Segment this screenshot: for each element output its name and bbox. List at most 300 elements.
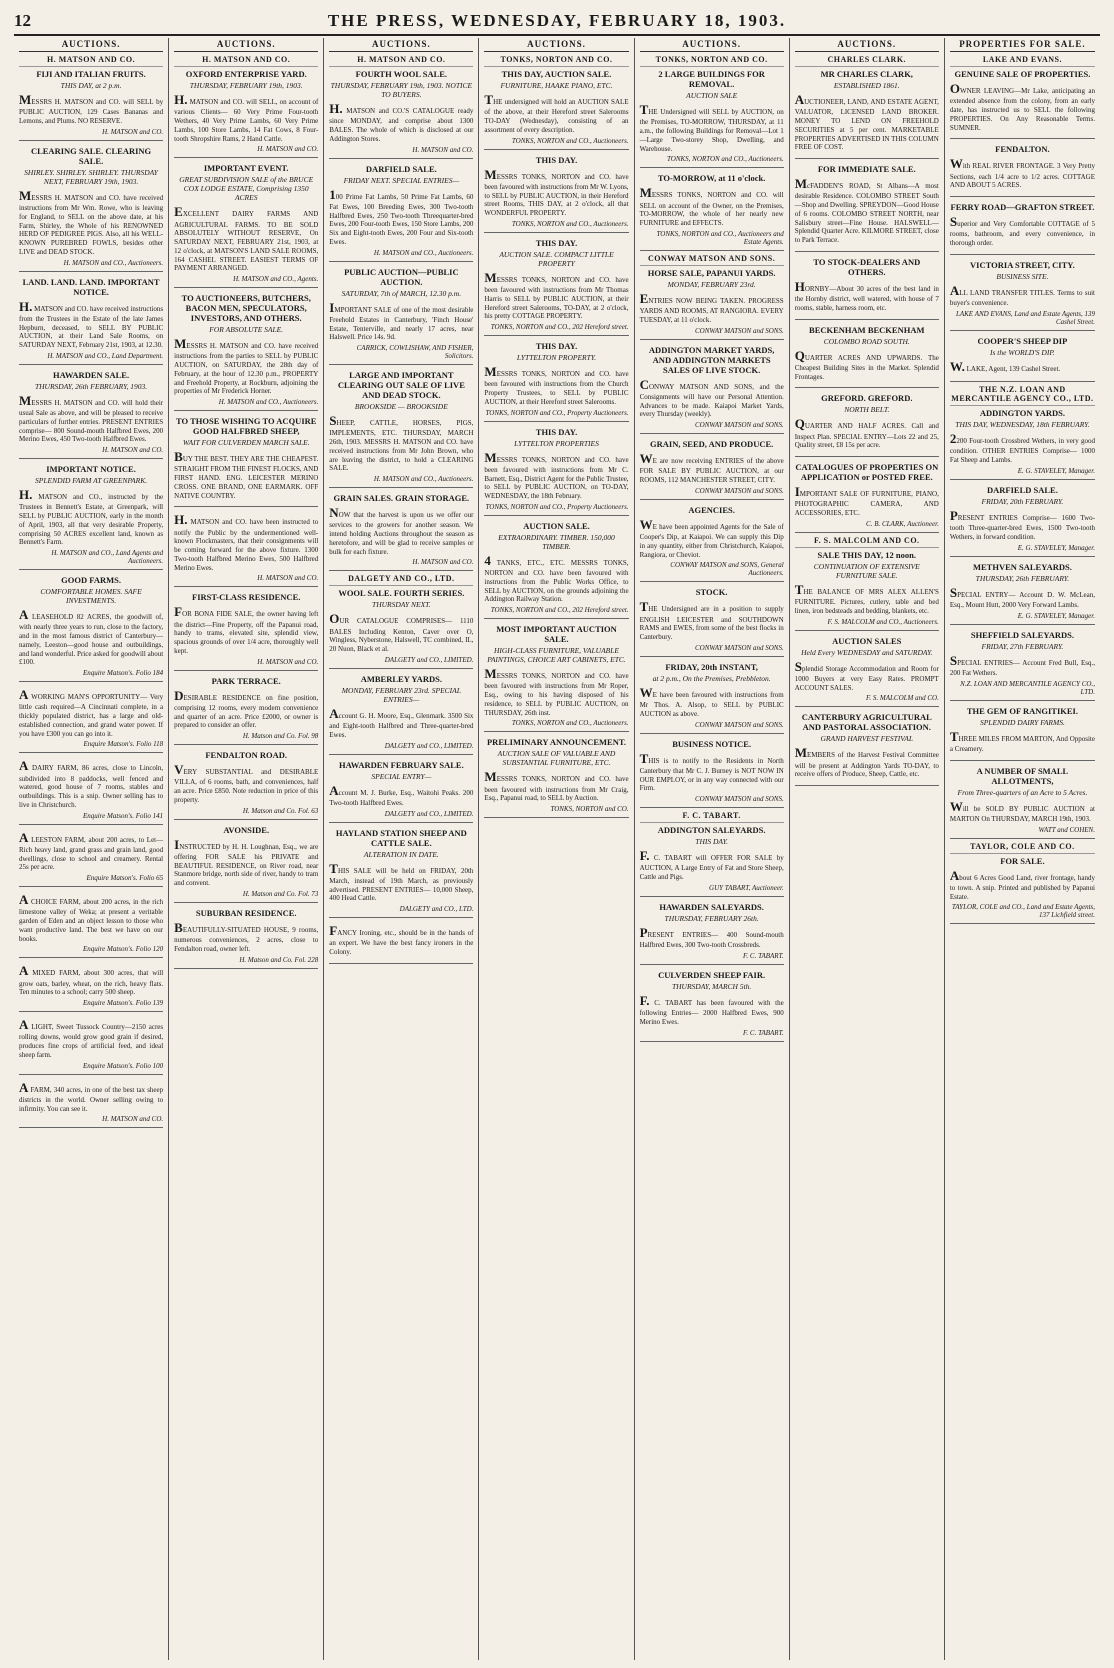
ad-signature: DALGETY and CO., LIMITED. bbox=[384, 741, 474, 750]
ad-body: 100 Prime Fat Lambs, 50 Prime Fat Lambs, 60 Fat Ewes, 100 Breeding Ewes, 300 Two-tooth Halfbred Ewes, 250 Two-tooth Threequarter-bred Ewes, 200 Four-tooth Ewes, 150 Store Lambs, 200 Six and Eight-tooth Ewes, 200 Four and Six-tooth Ewes. bbox=[329, 186, 474, 246]
ad-body: THIS SALE will be held on FRIDAY, 20th March, instead of 19th March, as previously advertised. PRESENT ENTRIES— 10,000 Sheep, 400 Head Cattle. bbox=[329, 860, 474, 903]
advertiser-name: TONKS, NORTON AND CO. bbox=[640, 55, 784, 67]
ad-heading: IMPORTANT NOTICE. bbox=[46, 464, 136, 474]
ad-heading: VICTORIA STREET, CITY. bbox=[970, 259, 1075, 270]
ad-signature: H. Matson and Co. Fol. 98 bbox=[242, 732, 319, 740]
advertisement bbox=[795, 631, 939, 708]
ad-heading: OXFORD ENTERPRISE YARD. bbox=[185, 69, 307, 79]
advertisement bbox=[640, 168, 784, 251]
ad-subheading: ESTABLISHED 1861. bbox=[833, 81, 900, 90]
advertisement bbox=[950, 701, 1095, 761]
ad-subheading: SPLENDID FARM AT GREENPARK. bbox=[35, 476, 148, 485]
ad-body: MESSRS TONKS, NORTON and CO. have been favoured with instructions from the Church Property Trustees, to SELL by PUBLIC AUCTION, at their Hereford street Salerooms. bbox=[484, 364, 629, 406]
advertisement bbox=[329, 669, 473, 755]
ad-signature: H. Matson and Co. Fol. 63 bbox=[242, 806, 319, 815]
ad-body: AUCTIONEER, LAND, AND ESTATE AGENT, VALUATOR, LICENSED LAND BROKER. MONEY TO LEND ON FREEHOLD SECURITIES at 5 per cent. MARKETABLE PROPERTIES ADVERTISED IN THIS COLUMN FREE OF COST. bbox=[794, 92, 939, 152]
ad-heading: HAWARDEN SALE. bbox=[53, 369, 130, 380]
ad-subheading: THURSDAY, 26th FEBRUARY. bbox=[975, 573, 1070, 583]
ad-body: H. MATSON and CO. will SELL, on account of various Clients— 60 Very Prime Four-tooth Wethers, 40 Very Prime Lambs, 60 Very Prime Lambs, 100 Store Lambs, 14 Fat Cows, 8 Four-tooth Shropshire Rams, 2 Hand Cattle. bbox=[174, 92, 319, 143]
advertiser-name: TAYLOR, COLE AND CO. bbox=[950, 842, 1095, 854]
ad-subheading: FRIDAY, 27th FEBRUARY. bbox=[981, 641, 1064, 651]
ad-signature: TONKS, NORTON and CO., Auctioneers and Estate Agents. bbox=[656, 229, 784, 246]
ad-signature: F. S. MALCOLM and CO. bbox=[866, 694, 939, 703]
ad-heading: AMBERLEY YARDS. bbox=[360, 673, 442, 684]
ad-subheading: LYTTELTON PROPERTIES bbox=[514, 438, 599, 448]
ad-signature: C. B. CLARK, Auctioneer. bbox=[866, 519, 939, 528]
advertiser-name: CHARLES CLARK. bbox=[795, 55, 939, 67]
ad-signature: H. MATSON and CO. bbox=[257, 574, 319, 583]
ad-heading: PARK TERRACE. bbox=[211, 675, 281, 686]
advertisement bbox=[19, 570, 163, 682]
advertisement bbox=[484, 422, 628, 516]
ad-signature: Enquire Matson's. Folio 100 bbox=[82, 1061, 164, 1070]
ad-heading: LARGE AND IMPORTANT CLEARING OUT SALE OF LIVE AND DEAD STOCK. bbox=[337, 370, 465, 400]
ad-subheading: ALTERATION IN DATE. bbox=[363, 849, 439, 859]
ad-signature: E. G. STAVELEY, Manager. bbox=[1017, 543, 1095, 552]
ad-subheading: COLOMBO ROAD SOUTH. bbox=[823, 336, 910, 346]
ad-heading: WOOL SALE. FOURTH SERIES. bbox=[338, 588, 465, 599]
ad-heading: CANTERBURY AGRICULTURAL AND PASTORAL ASSOCIATION. bbox=[801, 712, 932, 733]
ad-heading: PUBLIC AUCTION—PUBLIC AUCTION. bbox=[344, 266, 459, 287]
ad-subheading: EXTRAORDINARY. TIMBER. 150,000 TIMBER. bbox=[498, 532, 615, 551]
ad-signature: DALGETY and CO., LIMITED. bbox=[384, 655, 474, 664]
ad-subheading: BROOKSIDE — BROOKSIDE bbox=[354, 402, 448, 411]
ad-heading: STOCK. bbox=[695, 587, 728, 598]
ad-body: MESSRS TONKS, NORTON and CO. will SELL on account of the Owner, on the Premises, TO-MORROW, the whole of her nearly new FURNITURE and EFFECTS. bbox=[639, 185, 784, 227]
column-5 bbox=[635, 38, 790, 1660]
ad-signature: TONKS, NORTON and CO., Auctioneers. bbox=[667, 155, 784, 164]
ad-body: 2200 Four-tooth Crossbred Wethers, in very good condition. OTHER ENTRIES Comprise— 1000 Fat Sheep and Lambs. bbox=[949, 431, 1095, 464]
advertiser-name: H. MATSON AND CO. bbox=[19, 55, 163, 67]
ad-heading: GOOD FARMS. bbox=[61, 575, 121, 585]
ad-heading: 2 LARGE BUILDINGS FOR REMOVAL. bbox=[658, 69, 765, 89]
ad-subheading: AUCTION SALE OF VALUABLE AND SUBSTANTIAL FURNITURE, ETC. bbox=[497, 749, 616, 768]
advertisement bbox=[329, 52, 473, 159]
ad-body: THE undersigned will hold an AUCTION SALE of the above, at their Hereford street Salerooms TO-DAY (Wednesday), consisting of an assortment of every description. bbox=[484, 92, 629, 134]
advertisement bbox=[950, 761, 1095, 839]
advertisement bbox=[174, 671, 318, 746]
ad-signature: E. G. STAVELEY, Manager. bbox=[1017, 466, 1095, 475]
ad-body: Splendid Storage Accommodation and Room for 1000 Buyers at very Easy Rates. PROMPT ACCOUNT SALES. bbox=[794, 658, 939, 692]
advertisement bbox=[484, 516, 628, 619]
ad-heading: METHVEN SALEYARDS. bbox=[972, 561, 1072, 572]
ad-signature: H. MATSON and CO., Auctioneers. bbox=[218, 398, 319, 406]
ad-body: MEMBERS of the Harvest Festival Committee will be present at Addington Yards TO-DAY, to receive offers of Produce, Sheep, Cattle, etc. bbox=[794, 745, 939, 779]
ad-subheading: Is the WORLD'S DIP. bbox=[990, 347, 1055, 357]
ad-subheading: FOR ABSOLUTE SALE. bbox=[209, 325, 284, 334]
ad-body: CONWAY MATSON AND SONS, and the Consignments will have our Personal Attention. Advances to be made. Kaiapoi Market Yards, every Thursday (weekly). bbox=[639, 376, 784, 419]
advertisement bbox=[19, 825, 163, 888]
ad-body: THE Undersigned are in a position to supply ENGLISH LEICESTER and SOUTHDOWN RAMS and EWES, from some of the best flocks in Canterbury. bbox=[639, 599, 784, 641]
ad-body: H. MATSON and CO. have been instructed to notify the Public by the undermentioned well-known Flockmasters, that their consignments will be coming forward for the above fixture. 1300 Two-tooth Halfbred Merino Ewes, 500 Halfbred Merino Ewes. bbox=[174, 512, 319, 572]
ad-subheading: MONDAY, FEBRUARY 23rd. SPECIAL ENTRIES— bbox=[341, 685, 461, 704]
advertisement bbox=[329, 365, 473, 488]
advertisement bbox=[640, 808, 784, 897]
ad-heading: HAWARDEN SALEYARDS. bbox=[659, 901, 764, 912]
ad-signature: F. C. TABART. bbox=[743, 1028, 784, 1037]
advertisement bbox=[329, 571, 473, 669]
ad-subheading: THIS DAY, at 2 p.m. bbox=[60, 81, 122, 90]
ad-heading: SHEFFIELD SALEYARDS. bbox=[970, 629, 1074, 640]
advertiser-name: H. MATSON AND CO. bbox=[174, 55, 318, 67]
ad-heading: FOR SALE. bbox=[1000, 855, 1045, 866]
advertisement bbox=[640, 340, 784, 435]
ad-heading: FENDALTON ROAD. bbox=[205, 750, 288, 760]
ad-body: SHEEP, CATTLE, HORSES, PIGS, IMPLEMENTS, ETC. THURSDAY, MARCH 26th, 1903. MESSRS H. MATSON and CO. have received instructions from Mr John Brown, who are leaving the district, to hold a CLEARING SALE. bbox=[329, 413, 474, 473]
ad-heading: TO STOCK-DEALERS AND OTHERS. bbox=[813, 256, 921, 277]
advertisement bbox=[484, 52, 628, 150]
ad-heading: HORSE SALE, PAPANUI YARDS. bbox=[647, 267, 776, 278]
ad-signature: H. MATSON and CO. bbox=[102, 1115, 164, 1124]
ad-heading: THIS DAY, AUCTION SALE. bbox=[501, 69, 612, 79]
ad-subheading: MONDAY, FEBRUARY 23rd. bbox=[667, 279, 756, 289]
ad-body: INSTRUCTED by H. H. Loughnan, Esq., we are offering FOR SALE his PRIVATE and BEAUTIFUL RESIDENCE, on River road, near Stanmore bridge, north side of river, handy to tram and convent. bbox=[174, 836, 319, 887]
ad-body: EXCELLENT DAIRY FARMS AND AGRICULTURAL FARMS. TO BE SOLD ABSOLUTELY WITHOUT RESERVE, On SATURDAY NEXT, FEBRUARY 21st, 1903, at 12 o'clock, at MATSON'S LAND SALE ROOMS, 164 CASHEL STREET. EASIEST TERMS OF PAYMENT ARRANGED. bbox=[174, 204, 319, 273]
advertisement bbox=[950, 52, 1095, 139]
advertisement bbox=[640, 52, 784, 168]
ad-body: SPECIAL ENTRY— Account D. W. McLean, Esq., Mount Hutt, 2000 Very Forward Lambs. bbox=[949, 584, 1095, 609]
ad-signature: F. C. TABART. bbox=[743, 951, 784, 960]
column-header: AUCTIONS. bbox=[484, 38, 628, 52]
ad-heading: A NUMBER OF SMALL ALLOTMENTS, bbox=[976, 765, 1069, 786]
ad-signature: CARRICK, COWLISHAW, AND FISHER, Solicitors. bbox=[356, 344, 474, 360]
ad-signature: N.Z. LOAN AND MERCANTILE AGENCY CO., LTD. bbox=[960, 679, 1095, 696]
ad-body: ENTRIES NOW BEING TAKEN. PROGRESS YARDS AND ROOMS, AT RANGIORA. EVERY TUESDAY, at 11 o'clock. bbox=[639, 290, 784, 324]
ad-body: VERY SUBSTANTIAL and DESIRABLE VILLA, of 6 rooms, bath, and conveniences, half an acre. Price £850. Note reduction in price of this property. bbox=[174, 762, 319, 804]
ad-signature: CONWAY MATSON and SONS, General Auctioneers. bbox=[670, 561, 784, 578]
column-header: AUCTIONS. bbox=[795, 38, 939, 52]
ad-body: WE have been favoured with instructions from Mr Thos. A. Alsop, to SELL by PUBLIC AUCTION as above. bbox=[639, 684, 784, 718]
ad-body: PRESENT ENTRIES— 400 Sound-mouth Halfbred Ewes, 300 Two-tooth Crossbreds. bbox=[639, 924, 784, 949]
ad-heading: FRIDAY, 20th INSTANT, bbox=[665, 661, 758, 672]
ad-signature: TONKS, NORTON and CO., 202 Hereford street. bbox=[490, 323, 629, 331]
ad-body: Will be SOLD BY PUBLIC AUCTION at MARTON On THURSDAY, MARCH 19th, 1903. bbox=[949, 798, 1095, 823]
column-header: AUCTIONS. bbox=[640, 38, 784, 52]
ad-signature: TONKS, NORTON and CO., Auctioneers. bbox=[511, 219, 629, 228]
ad-signature: DALGETY and CO., LIMITED. bbox=[384, 809, 474, 818]
ad-heading: FIJI AND ITALIAN FRUITS. bbox=[36, 69, 146, 79]
ad-heading: AVONSIDE. bbox=[223, 824, 270, 835]
ad-subheading: AUCTION SALE bbox=[686, 91, 738, 100]
ad-heading: AUCTION SALES bbox=[832, 635, 902, 646]
ad-signature: F. S. MALCOLM and CO., Auctioneers. bbox=[827, 617, 939, 626]
masthead bbox=[14, 8, 1100, 36]
ad-signature: TONKS, NORTON and CO., Auctioneers. bbox=[511, 719, 629, 728]
ad-heading: DARFIELD SALE. bbox=[986, 484, 1058, 495]
ad-signature: Enquire Matson's. Folio 139 bbox=[82, 999, 164, 1007]
ad-heading: ADDINGTON YARDS. bbox=[979, 408, 1065, 418]
ad-body: A DAIRY FARM, 86 acres, close to Lincoln, subdivided into 8 paddocks, well fenced and watered, good house of 7 rooms, stables and outbuildings. This is a snip. Owner selling has to live in Christchurch. bbox=[19, 758, 164, 809]
ad-heading: TO AUCTIONEERS, BUTCHERS, BACON MEN, SPECULATORS, INVESTORS, AND OTHERS. bbox=[181, 293, 311, 323]
ad-subheading: THURSDAY, FEBRUARY 19th, 1903. NOTICE TO BUYERS. bbox=[330, 81, 473, 99]
advertisement bbox=[795, 457, 939, 533]
ad-subheading: CONTINUATION OF EXTENSIVE FURNITURE SALE. bbox=[813, 561, 920, 580]
ad-subheading: NORTH BELT. bbox=[844, 405, 890, 415]
advertiser-name: F. S. MALCOLM AND CO. bbox=[795, 536, 939, 548]
advertiser-name: DALGETY AND CO., LTD. bbox=[329, 574, 473, 586]
ad-signature: H. MATSON and CO., Auctioneers. bbox=[373, 248, 474, 257]
column-header: AUCTIONS. bbox=[19, 38, 163, 52]
ad-heading: SUBURBAN RESIDENCE. bbox=[195, 907, 297, 918]
ad-signature: CONWAY MATSON and SONS. bbox=[694, 795, 784, 803]
ad-body: A LEASEHOLD 82 ACRES, the goodwill of, with nearly three years to run, close to the factory, and in the most famous district of Canterbury—namely, Leeston—good house and outbuildings, and land wonderful. Price asked for goodwill about £100. bbox=[19, 607, 164, 667]
ad-heading: CATALOGUES OF PROPERTIES ON APPLICATION or POSTED FREE. bbox=[795, 462, 939, 482]
ad-heading: SALE THIS DAY, 12 noon. bbox=[817, 549, 916, 560]
ad-subheading: THURSDAY, 26th FEBRUARY, 1903. bbox=[34, 381, 148, 391]
ad-signature: Enquire Matson's. Folio 120 bbox=[82, 945, 164, 954]
ad-subheading: THURSDAY, FEBRUARY 19th, 1903. bbox=[189, 81, 303, 90]
ad-subheading: FRIDAY NEXT. SPECIAL ENTRIES— bbox=[343, 175, 460, 185]
ad-subheading: THIS DAY, WEDNESDAY, 18th FEBRUARY. bbox=[955, 420, 1090, 429]
ad-body: BUY THE BEST. THEY ARE THE CHEAPEST. STRAIGHT FROM THE FINEST FLOCKS, AND FIRST HAND. ENG. LEICESTER MERINO CROSS. ONE BRAND, ONE EARMARK. OFF NATIVE COUNTRY. bbox=[174, 449, 319, 500]
advertisement bbox=[484, 233, 628, 336]
ad-signature: H. MATSON and CO. bbox=[102, 446, 164, 454]
ad-body: FOR BONA FIDE SALE, the owner having left the district—Fine Property, off the Papanui road, handy to trams, elevated site, splendid view, spacious grounds of over 1/4 acre, thoroughly well kept. bbox=[174, 604, 319, 655]
advertisement bbox=[795, 320, 939, 389]
advertisement bbox=[640, 251, 784, 340]
advertisement bbox=[19, 52, 163, 141]
advertisement bbox=[174, 288, 318, 411]
ad-signature: TONKS, NORTON and CO., Property Auctioneers. bbox=[485, 502, 629, 511]
advertisement bbox=[795, 533, 939, 631]
ad-body: IMPORTANT SALE OF FURNITURE, PIANO, PHOTOGRAPHIC CAMERA, AND ACCESSORIES, ETC. bbox=[794, 484, 939, 517]
ad-body: McFADDEN'S ROAD, St Albans—A most desirable Residence. COLOMBO STREET South—Shop and Dwelling. SPREYDON—Good House of 6 rooms. COLOMBO STREET NORTH, near Salisbury street—Fine House. HALSWELL—Splendid Quarter Acre. KILMORE STREET, close to Park Terrace. bbox=[794, 176, 939, 244]
advertisement bbox=[640, 657, 784, 734]
column-header: AUCTIONS. bbox=[329, 38, 473, 52]
ad-heading: DARFIELD SALE. bbox=[365, 163, 437, 174]
ad-heading: FIRST-CLASS RESIDENCE. bbox=[192, 592, 301, 603]
advertisement bbox=[640, 582, 784, 657]
ad-heading: FOURTH WOOL SALE. bbox=[355, 69, 448, 79]
ad-body: SPECIAL ENTRIES— Account Fred Bull, Esq., 200 Fat Wethers. bbox=[949, 652, 1095, 677]
ad-heading: CLEARING SALE. CLEARING SALE. bbox=[30, 145, 152, 166]
advertisement bbox=[795, 52, 939, 159]
advertisement bbox=[329, 918, 473, 964]
ad-body: NOW that the harvest is upon us we offer our services to the growers for another season. We intend holding Auctions throughout the season as heretofore, and will be glad to receive samples or bulk for each fixture. bbox=[329, 505, 474, 556]
advertisement bbox=[19, 272, 163, 365]
ad-heading: THIS DAY. bbox=[535, 341, 578, 351]
advertisement bbox=[950, 382, 1095, 480]
advertisement bbox=[950, 839, 1095, 925]
ad-subheading: LYTTELTON PROPERTY. bbox=[516, 353, 597, 362]
ad-signature: DALGETY and CO., LTD. bbox=[399, 905, 474, 913]
advertisement bbox=[19, 1075, 163, 1129]
ad-body: MESSRS TONKS, NORTON and CO. have been favoured with instructions from Mr Craig, Esq., Papanui road, to SELL by Auction. bbox=[484, 769, 629, 803]
ad-signature: CONWAY MATSON and SONS. bbox=[694, 421, 784, 429]
advertisement bbox=[640, 734, 784, 809]
ad-body: IMPORTANT SALE of one of the most desirable Freehold Estates in Canterbury, 'Finch House' Estate, Tenterville, and nearly 17 acres, near Halswell. Price 14s. 9d. bbox=[329, 299, 474, 342]
advertisement bbox=[174, 820, 318, 903]
ad-signature: CONWAY MATSON and SONS. bbox=[694, 486, 784, 495]
column-header: AUCTIONS. bbox=[174, 38, 318, 52]
ad-heading: FOR IMMEDIATE SALE. bbox=[817, 164, 916, 174]
ad-body: MESSRS TONKS, NORTON and CO. have been favoured with instructions from Mr Roper, Esq., owing to his having disposed of his residence, to SELL by PUBLIC AUCTION, on THURSDAY, 26th inst. bbox=[484, 666, 629, 717]
ad-body: About 6 Acres Good Land, river frontage, handy to town. A snip. Printed and published by Papanui Estate. bbox=[949, 867, 1095, 901]
ad-subheading: Held Every WEDNESDAY and SATURDAY. bbox=[801, 647, 933, 657]
ad-signature: Enquire Matson's. Folio 118 bbox=[83, 740, 164, 749]
ad-body: WE have been appointed Agents for the Sale of Cooper's Dip, at Kaiapoi. We can supply this Dip in any quantity, either from Christchurch, Kaiapoi, Rangiora, or Cheviot. bbox=[639, 516, 784, 559]
ad-subheading: COMFORTABLE HOMES. SAFE INVESTMENTS. bbox=[40, 587, 142, 605]
ad-heading: HAWARDEN FEBRUARY SALE. bbox=[338, 759, 464, 770]
advertisement bbox=[174, 903, 318, 969]
advertisement bbox=[795, 252, 939, 320]
advertisement bbox=[950, 197, 1095, 255]
advertisement bbox=[484, 732, 628, 818]
advertisement bbox=[950, 557, 1095, 625]
advertisement bbox=[950, 625, 1095, 701]
advertisement bbox=[640, 897, 784, 965]
ad-body: QUARTER AND HALF ACRES. Call and Inspect Plan. SPECIAL ENTRY—Lots 22 and 25, Quality street, £8 15s per acre. bbox=[794, 416, 939, 450]
ad-heading: FERRY ROAD—GRAFTON STREET. bbox=[950, 202, 1095, 212]
ad-body: MESSRS H. MATSON and CO. will SELL by PUBLIC AUCTION, 129 Cases Bananas and Lemons, and Plums. NO RESERVE. bbox=[19, 92, 164, 125]
ad-signature: H. MATSON and CO. bbox=[257, 657, 319, 666]
ad-heading: COOPER'S SHEEP DIP bbox=[977, 335, 1068, 346]
ad-signature: LAKE AND EVANS, Land and Estate Agents, 139 Cashel Street. bbox=[955, 309, 1095, 326]
ad-signature: TONKS, NORTON and CO., Auctioneers. bbox=[511, 136, 629, 145]
ad-signature: TAYLOR, COLE and CO., Land and Estate Agents, 137 Lichfield street. bbox=[951, 903, 1095, 920]
ad-body: BEAUTIFULLY-SITUATED HOUSE, 9 rooms, numerous conveniences, 2 acres, close to Fendalton road, owner left. bbox=[174, 919, 319, 953]
ad-heading: THE GEM OF RANGITIKEI. bbox=[966, 705, 1078, 716]
advertiser-name: TONKS, NORTON AND CO. bbox=[484, 55, 628, 67]
ad-heading: GREFORD. GREFORD. bbox=[821, 393, 913, 404]
column-2 bbox=[169, 38, 324, 1660]
advertisement bbox=[19, 365, 163, 459]
ad-body: THE BALANCE OF MRS ALEX ALLEN'S FURNITURE. Pictures, cutlery, table and bed linen, iron bedsteads and bedding, blankets, etc. bbox=[794, 581, 939, 615]
ad-subheading: GRAND HARVEST FESTIVAL bbox=[820, 734, 914, 744]
ad-signature: H. MATSON and CO., Agents. bbox=[233, 275, 319, 283]
ad-subheading: THIS DAY. bbox=[695, 837, 728, 846]
column-3 bbox=[324, 38, 479, 1660]
ad-body: Account M. J. Burke, Esq., Waitohi Peaks. 200 Two-tooth Halfbred Ewes. bbox=[329, 782, 474, 807]
ad-subheading: SATURDAY, 7th of MARCH, 12.30 p.m. bbox=[341, 288, 462, 298]
ad-signature: CONWAY MATSON and SONS. bbox=[694, 326, 784, 335]
ad-heading: MOST IMPORTANT AUCTION SALE. bbox=[496, 624, 617, 644]
ad-body: MESSRS H. MATSON and CO. have received instructions from Mr Wm. Rowe, who is leaving for England, to SELL on the above date, at his Farm, Shirley, the Whole of his RENOWNED HERD OF PEDIGREE PIGS. Also, all his WELL-KNOWN PUREBRED FOWLS, besides other LIVE and DEAD STOCK. bbox=[19, 187, 164, 256]
advertisement bbox=[795, 388, 939, 457]
ad-subheading: SHIRLEY. SHIRLEY. SHIRLEY. THURSDAY NEXT, FEBRUARY 19th, 1903. bbox=[24, 167, 158, 186]
advertisement bbox=[174, 52, 318, 158]
advertisement bbox=[174, 158, 318, 288]
ad-heading: THIS DAY. bbox=[535, 426, 578, 437]
ad-signature: TONKS, NORTON and CO., Property Auctioneers. bbox=[485, 408, 629, 417]
ad-subheading: FURNITURE, HAAKE PIANO, ETC. bbox=[500, 81, 613, 90]
ad-body: H. MATSON and CO. have received instructions from the Trustees in the Estate of the late James Hepburn, deceased, to SELL BY PUBLIC AUCTION, at their Land Sale Rooms, on SATURDAY NEXT, February 21st, 1903, at 12.30. bbox=[19, 298, 164, 349]
ad-body: DESIRABLE RESIDENCE on fine position, comprising 12 rooms, every modern convenience and quarter of an acre. Price £2000, or owner is prepared to consider an offer. bbox=[174, 687, 319, 730]
ad-signature: TONKS, NORTON and CO., 202 Hereford street. bbox=[490, 606, 629, 614]
advertisement bbox=[950, 331, 1095, 382]
advertisement-columns bbox=[14, 38, 1100, 1660]
ad-signature: H. MATSON and CO. bbox=[102, 127, 164, 136]
ad-subheading: SPLENDID DAIRY FARMS. bbox=[979, 717, 1065, 727]
column-6 bbox=[790, 38, 945, 1660]
advertiser-name: F. C. TABART. bbox=[640, 811, 784, 823]
ad-signature: H. MATSON and CO. bbox=[412, 558, 474, 567]
ad-subheading: AUCTION SALE. COMPACT LITTLE PROPERTY bbox=[499, 249, 614, 268]
ad-body: F. C. TABART has been favoured with the following Entries— 2000 Halfbred Ewes, 900 Merino Ewes. bbox=[639, 992, 784, 1026]
ad-heading: THIS DAY. bbox=[535, 237, 578, 248]
ad-body: A CHOICE FARM, about 200 acres, in the rich limestone valley of Weka; at present a veritable garden of Eden and an object lesson to those who want productive land. The best we have on our books. bbox=[19, 892, 164, 943]
ad-heading: LAND. LAND. LAND. IMPORTANT NOTICE. bbox=[22, 276, 160, 297]
ad-body: PRESENT ENTRIES Comprise— 1600 Two-tooth Three-quarter-bred Ewes, 1500 Two-tooth Wethers, in forward condition. bbox=[949, 507, 1095, 541]
advertisement bbox=[795, 707, 939, 786]
ad-subheading: SPECIAL ENTRY— bbox=[371, 771, 432, 781]
ad-body: ALL LAND TRANSFER TITLES. Terms to suit buyer's convenience. bbox=[949, 282, 1095, 307]
advertisement bbox=[19, 1012, 163, 1075]
ad-subheading: HIGH-CLASS FURNITURE, VALUABLE PAINTINGS, CHOICE ART CABINETS, ETC. bbox=[487, 646, 626, 664]
ad-heading: HAYLAND STATION SHEEP AND CATTLE SALE. bbox=[335, 827, 467, 848]
ad-signature: TONKS, NORTON and CO. bbox=[550, 805, 629, 813]
advertisement bbox=[484, 150, 628, 233]
ad-signature: CONWAY MATSON and SONS. bbox=[694, 643, 784, 652]
advertisement bbox=[19, 958, 163, 1012]
advertiser-name: THE N.Z. LOAN AND MERCANTILE AGENCY CO., LTD. bbox=[950, 385, 1095, 406]
advertiser-name: LAKE AND EVANS. bbox=[950, 55, 1095, 67]
ad-body: THREE MILES FROM MARTON, And Opposite a Creamery. bbox=[949, 728, 1095, 753]
advertisement bbox=[484, 336, 628, 422]
advertisement bbox=[640, 500, 784, 583]
ad-heading: CULVERDEN SHEEP FAIR. bbox=[658, 969, 766, 980]
ad-subheading: BUSINESS SITE. bbox=[996, 271, 1049, 281]
ad-body: W. LAKE, Agent, 139 Cashel Street. bbox=[949, 358, 1061, 374]
advertisement bbox=[329, 488, 473, 571]
ad-body: OUR CATALOGUE COMPRISES— 1110 BALES Including Kenton, Caver over O, Wingless, Nyberstone, Halswell, TC combined, IL, 20 Nuon, Black et al. bbox=[329, 611, 474, 653]
ad-subheading: GREAT SUBDIVISION SALE of the BRUCE COX LODGE ESTATE, Comprising 1350 ACRES bbox=[179, 175, 314, 203]
ad-signature: H. MATSON and CO., Land Agents and Auctioneers. bbox=[51, 549, 164, 565]
advertisement bbox=[19, 887, 163, 958]
ad-signature: H. MATSON and CO., Auctioneers. bbox=[373, 475, 474, 483]
ad-body: WE are now receiving ENTRIES of the above FOR SALE BY PUBLIC AUCTION, at our ROOMS, 112 MANCHESTER STREET, CITY. bbox=[639, 451, 784, 484]
ad-body: H. MATSON and CO., instructed by the Trustees in Bennett's Estate, at Greenpark, will SELL by PUBLIC AUCTION, early in the month of April, 1903, all that very desirable Property, comprising 50 ACRES excellent land, known as Bennett's Farm. bbox=[19, 487, 164, 547]
ad-subheading: FRIDAY, 20th FEBRUARY. bbox=[981, 496, 1064, 506]
advertisement bbox=[19, 459, 163, 570]
ad-heading: GRAIN SALES. GRAIN STORAGE. bbox=[333, 493, 470, 503]
ad-body: MESSRS TONKS, NORTON and CO. have been favoured with instructions from Mr W. Lyons, to SELL by PUBLIC AUCTION, in their Hereford street Rooms, THIS DAY, at 2 o'clock, all that WONDERFUL PROPERTY. bbox=[484, 166, 629, 217]
ad-body: MESSRS TONKS, NORTON and CO. have been favoured with instructions from Mr Thomas Harris to SELL by PUBLIC AUCTION, at their Hereford street Salerooms, TO-DAY, at 2 o'clock, his pretty COTTAGE PROPERTY. bbox=[484, 269, 629, 321]
column-1 bbox=[14, 38, 169, 1660]
ad-heading: GENUINE SALE OF PROPERTIES. bbox=[954, 69, 1091, 79]
ad-body: FANCY Ironing, etc., should be in the hands of an expert. We have the best fancy ironers in the Colony. bbox=[329, 923, 474, 956]
paper-title: THE PRESS, WEDNESDAY, FEBRUARY 18, 1903. bbox=[327, 11, 787, 30]
column-7 bbox=[945, 38, 1100, 1660]
ad-body: Account G. H. Moore, Esq., Glenmark. 3500 Six and Eight-tooth Halfbred and Three-quarter-bred Ewes. bbox=[329, 705, 474, 739]
advertisement bbox=[174, 587, 318, 670]
advertisement bbox=[174, 507, 318, 587]
ad-signature: H. MATSON and CO. bbox=[257, 145, 319, 154]
ad-heading: BECKENHAM BECKENHAM bbox=[809, 324, 925, 335]
ad-body: THE Undersigned will SELL by AUCTION, on the Premises, TO-MORROW, THURSDAY, at 11 a.m., the following Buildings for Removal—Lot 1—Large Two-storey Shop, Dwelling, and Warehouse. bbox=[639, 102, 784, 153]
advertisement bbox=[19, 753, 163, 824]
ad-signature: H. MATSON and CO., Land Department. bbox=[47, 351, 164, 360]
ad-signature: H. MATSON and CO. bbox=[412, 145, 474, 154]
ad-body: H. MATSON and CO.'S CATALOGUE ready since MONDAY, and comprise about 1300 BALES. The whole of which is disclosed at our Addington Stores. bbox=[329, 101, 474, 143]
ad-body: MESSRS H. MATSON and CO. have received instructions from the parties to SELL by PUBLIC AUCTION, on SATURDAY, the 28th day of February, at the hour of 12.30 p.m., PROPERTY and Freehold Property, at Rockburn, adjoining the properties of Mr Frederick Horner. bbox=[174, 336, 319, 396]
ad-signature: Enquire Matson's. Folio 184 bbox=[82, 669, 164, 677]
page-number: 12 bbox=[14, 11, 31, 30]
ad-heading: THIS DAY. bbox=[535, 154, 578, 165]
ad-body: A LEESTON FARM, about 200 acres, to Let—Rich heavy land, grand grass and grain land, good dwellings, close to school and creamery. Rental 25s per acre. bbox=[19, 829, 164, 872]
ad-body: F. C. TABART will OFFER FOR SALE by AUCTION, A Large Entry of Fat and Store Sheep, Cattle and Pigs. bbox=[639, 848, 784, 881]
column-header: PROPERTIES FOR SALE. bbox=[950, 38, 1095, 52]
advertisement bbox=[174, 745, 318, 820]
advertisement bbox=[640, 434, 784, 500]
ad-body: 4 TANKS, ETC., ETC. MESSRS TONKS, NORTON and CO. have been favoured with instructions from the Public Works Office, to SELL by AUCTION, on the grounds adjoining the Addington Railway Station. bbox=[484, 552, 629, 604]
ad-heading: MR CHARLES CLARK, bbox=[820, 69, 913, 79]
ad-heading: IMPORTANT EVENT. bbox=[203, 163, 289, 174]
ad-signature: H. Matson and Co. Fol. 73 bbox=[242, 889, 319, 898]
ad-signature: H. MATSON and CO., Auctioneers. bbox=[63, 258, 164, 267]
ad-heading: ADDINGTON SALEYARDS. bbox=[657, 825, 766, 835]
advertisement bbox=[950, 255, 1095, 331]
